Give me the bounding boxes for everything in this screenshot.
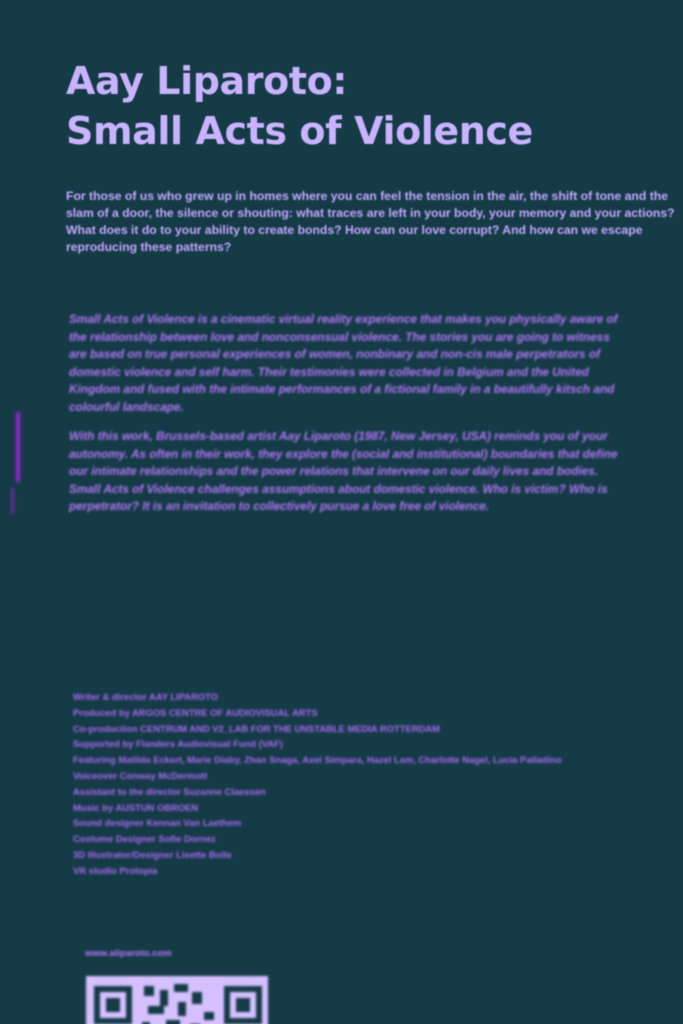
credit-line: Sound designer Kennan Van Laethem <box>73 817 242 829</box>
credit-line: Featuring Matilda Eckert, Marie Diaby, Zhan Snaga, Axel Simpara, Hazel Lam, Charlotte Nagel, Lucia Palladino <box>73 754 562 766</box>
credit-line: 3D Illustrator/Designer Lisette Bolle <box>73 848 232 860</box>
title-artist: Aay Liparoto: <box>66 59 348 103</box>
credit-line: Assistant to the director Suzanne Claessen <box>73 785 266 797</box>
credit-line: VR studio Protopia <box>73 864 158 876</box>
page-title <box>66 56 533 156</box>
qr-code-icon[interactable] <box>86 976 268 1024</box>
title-work: Small Acts of Violence <box>66 109 533 153</box>
qr-finder-pattern <box>224 986 262 1024</box>
description-paragraph-2: With this work, Brussels-based artist Aay Liparoto (1987, New Jersey, USA) reminds you of your autonomy. As often in their work, they explore the (social and institutional) boundaries that define our intimate relationships and the power relations that intervene on our daily lives and bodies. Small Acts of Violence challenges assumptions about domestic violence. Who is victim? Who is perpetrator? It is an invitation to collectively pursue a love free of violence. <box>69 429 618 513</box>
credit-line: Voiceover Conway McDermott <box>73 769 208 781</box>
light-smudge <box>11 488 14 514</box>
credit-line: Costume Designer Sofie Dornez <box>73 833 216 845</box>
credit-line: Writer & director AAY LIPAROTO <box>73 691 218 702</box>
credit-line: Supported by Flanders Audiovisual Fund (VAF) <box>73 738 283 750</box>
qr-finder-pattern <box>94 986 132 1024</box>
description-paragraph-1: Small Acts of Violence is a cinematic virtual reality experience that makes you physically aware of the relationship between love and nonconsensual violence. The stories you are going to witness are based on true personal experiences of women, nonbinary and non-cis male perpetrators of domestic violence and self harm. Their testimonies were collected in Belgium and the United Kingdom and fused with the intimate performances of a fictional family in a beautifully kitsch and colourful landscape. <box>69 312 618 414</box>
intro-paragraph: For those of us who grew up in homes where you can feel the tension in the air, the shift of tone and the slam of a door, the silence or shouting: what traces are left in your body, your memory and your actions? What does it do to your ability to create bonds? How can our love corrupt? And how can we escape reproducing these patterns? <box>66 189 675 254</box>
credits-list <box>73 689 673 879</box>
website-link[interactable]: www.aliparoto.com <box>85 948 172 959</box>
credit-line: Music by AUSTUN OBROEN <box>73 801 199 813</box>
credit-line: Produced by ARGOS CENTRE OF AUDIOVISUAL ARTS <box>73 706 318 718</box>
credit-line: Co-production CENTRUM AND V2_LAB FOR THE UNSTABLE MEDIA ROTTERDAM <box>73 722 440 734</box>
light-smudge <box>16 412 20 482</box>
